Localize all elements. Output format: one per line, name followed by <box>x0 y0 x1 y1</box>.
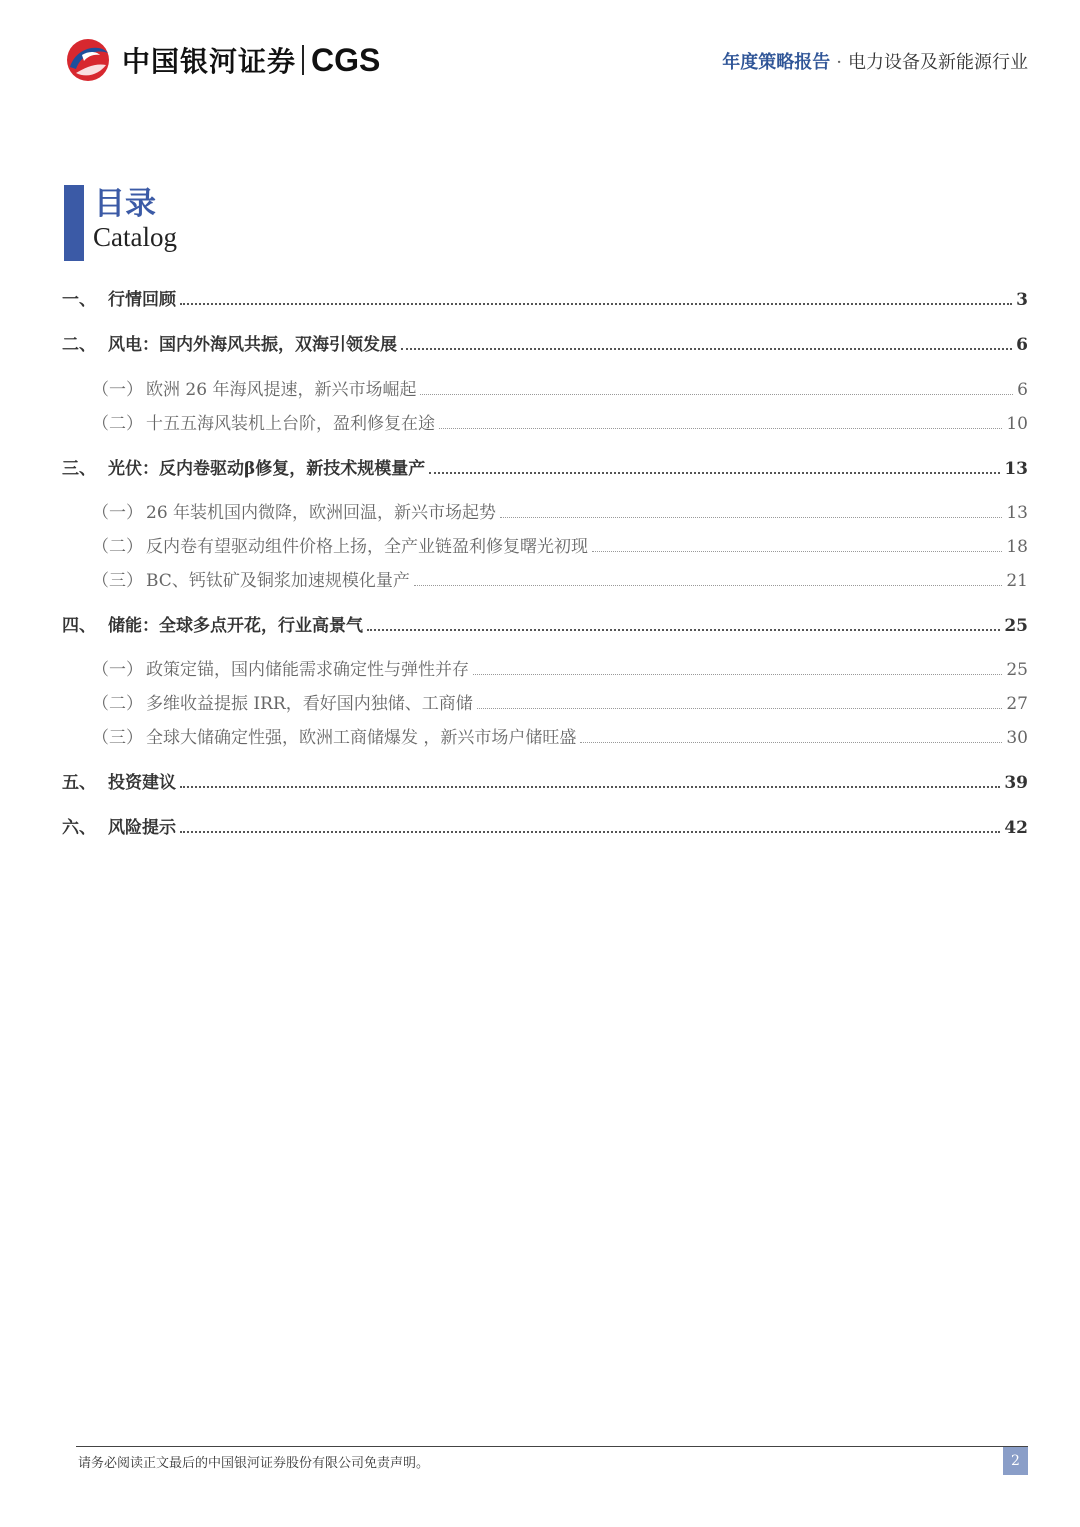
toc-dot-leader <box>477 708 1003 709</box>
toc-subsection-item[interactable] <box>62 688 1028 714</box>
toc-dot-leader <box>473 674 1002 675</box>
toc-item-title: BC、钙钛矿及铜浆加速规模化量产 <box>146 571 410 591</box>
toc-item-title: 十五五海风装机上台阶，盈利修复在途 <box>146 414 435 434</box>
toc-item-title: 多维收益提振 IRR，看好国内独储、工商储 <box>146 694 473 714</box>
toc-dot-leader <box>401 348 1012 350</box>
toc-subsection-item[interactable] <box>62 531 1028 557</box>
toc-section-item[interactable] <box>62 284 1028 310</box>
toc-subsection-item[interactable] <box>62 374 1028 400</box>
toc-item-title: 政策定锚，国内储能需求确定性与弹性并存 <box>146 660 469 680</box>
toc-item-title: 投资建议 <box>108 773 176 793</box>
toc-item-title: 欧洲 26 年海风提速，新兴市场崛起 <box>146 380 417 400</box>
toc-subsection-item[interactable] <box>62 497 1028 523</box>
toc-item-number: （一） <box>92 503 143 523</box>
toc-item-number: （二） <box>92 414 143 434</box>
toc-item-page: 13 <box>1004 459 1028 479</box>
toc-item-number: 一、 <box>62 290 96 310</box>
toc-item-number: 二、 <box>62 335 96 355</box>
toc-item-page: 30 <box>1006 728 1028 748</box>
toc-item-title: 全球大储确定性强，欧洲工商储爆发 ，新兴市场户储旺盛 <box>146 728 577 748</box>
toc-item-title: 风险提示 <box>108 818 176 838</box>
footer-disclaimer: 请务必阅读正文最后的中国银河证券股份有限公司免责声明。 <box>78 1456 430 1471</box>
toc-dot-leader <box>429 472 1000 474</box>
toc-section-item[interactable] <box>62 812 1028 838</box>
toc-dot-leader <box>367 629 1000 631</box>
footer-divider <box>76 1446 1028 1447</box>
toc-subsection-item[interactable] <box>62 565 1028 591</box>
toc-item-number: （三） <box>92 571 143 591</box>
catalog-title-en: Catalog <box>93 222 177 252</box>
toc-item-title: 光伏：反内卷驱动β修复，新技术规模量产 <box>108 459 426 479</box>
toc-dot-leader <box>180 831 1000 833</box>
toc-item-page: 18 <box>1006 537 1028 557</box>
logo-english-name: CGS <box>311 41 381 78</box>
toc-subsection-item[interactable] <box>62 408 1028 434</box>
toc-item-page: 13 <box>1006 503 1028 523</box>
catalog-title-cn: 目录 <box>94 186 156 222</box>
toc-subsection-item[interactable] <box>62 722 1028 748</box>
toc-section-item[interactable] <box>62 329 1028 355</box>
toc-dot-leader <box>592 551 1002 552</box>
logo-divider <box>302 45 304 75</box>
toc-item-number: 三、 <box>62 459 96 479</box>
toc-item-page: 21 <box>1006 571 1028 591</box>
industry-name: 电力设备及新能源行业 <box>848 52 1028 73</box>
report-header-info <box>722 48 1028 74</box>
toc-dot-leader <box>439 428 1002 429</box>
toc-dot-leader <box>180 786 1000 788</box>
toc-dot-leader <box>180 303 1012 305</box>
cgs-logo-icon <box>62 37 114 83</box>
toc-item-page: 27 <box>1006 694 1028 714</box>
toc-item-number: （三） <box>92 728 143 748</box>
page-number: 2 <box>1003 1447 1028 1475</box>
toc-section-item[interactable] <box>62 767 1028 793</box>
toc-section-item[interactable] <box>62 610 1028 636</box>
toc-item-number: 六、 <box>62 818 96 838</box>
logo-chinese-name: 中国银河证券 <box>122 45 297 78</box>
toc-subsection-item[interactable] <box>62 654 1028 680</box>
header-separator: · <box>836 52 842 73</box>
toc-item-page: 6 <box>1017 380 1028 400</box>
toc-dot-leader <box>414 585 1003 586</box>
toc-item-number: （二） <box>92 537 143 557</box>
toc-item-title: 风电：国内外海风共振，双海引领发展 <box>108 335 397 355</box>
toc-section-item[interactable] <box>62 453 1028 479</box>
toc-dot-leader <box>500 517 1002 518</box>
toc-dot-leader <box>420 394 1013 395</box>
heading-accent-bar <box>64 185 84 261</box>
toc-item-title: 26 年装机国内微降，欧洲回温，新兴市场起势 <box>146 503 497 523</box>
report-type: 年度策略报告 <box>722 52 831 73</box>
toc-item-number: 四、 <box>62 616 96 636</box>
toc-item-page: 6 <box>1016 335 1028 355</box>
toc-item-page: 3 <box>1016 290 1028 310</box>
toc-item-page: 10 <box>1006 414 1028 434</box>
toc-item-page: 25 <box>1006 660 1028 680</box>
toc-item-page: 39 <box>1004 773 1028 793</box>
toc-item-title: 行情回顾 <box>108 290 176 310</box>
toc-item-number: （一） <box>92 380 143 400</box>
toc-item-page: 25 <box>1004 616 1028 636</box>
company-logo <box>62 36 380 84</box>
toc-item-title: 储能：全球多点开花，行业高景气 <box>108 616 363 636</box>
toc-dot-leader <box>580 742 1002 743</box>
toc-item-page: 42 <box>1004 818 1028 838</box>
toc-item-number: （二） <box>92 694 143 714</box>
toc-item-title: 反内卷有望驱动组件价格上扬，全产业链盈利修复曙光初现 <box>146 537 588 557</box>
toc-item-number: （一） <box>92 660 143 680</box>
toc-item-number: 五、 <box>62 773 96 793</box>
